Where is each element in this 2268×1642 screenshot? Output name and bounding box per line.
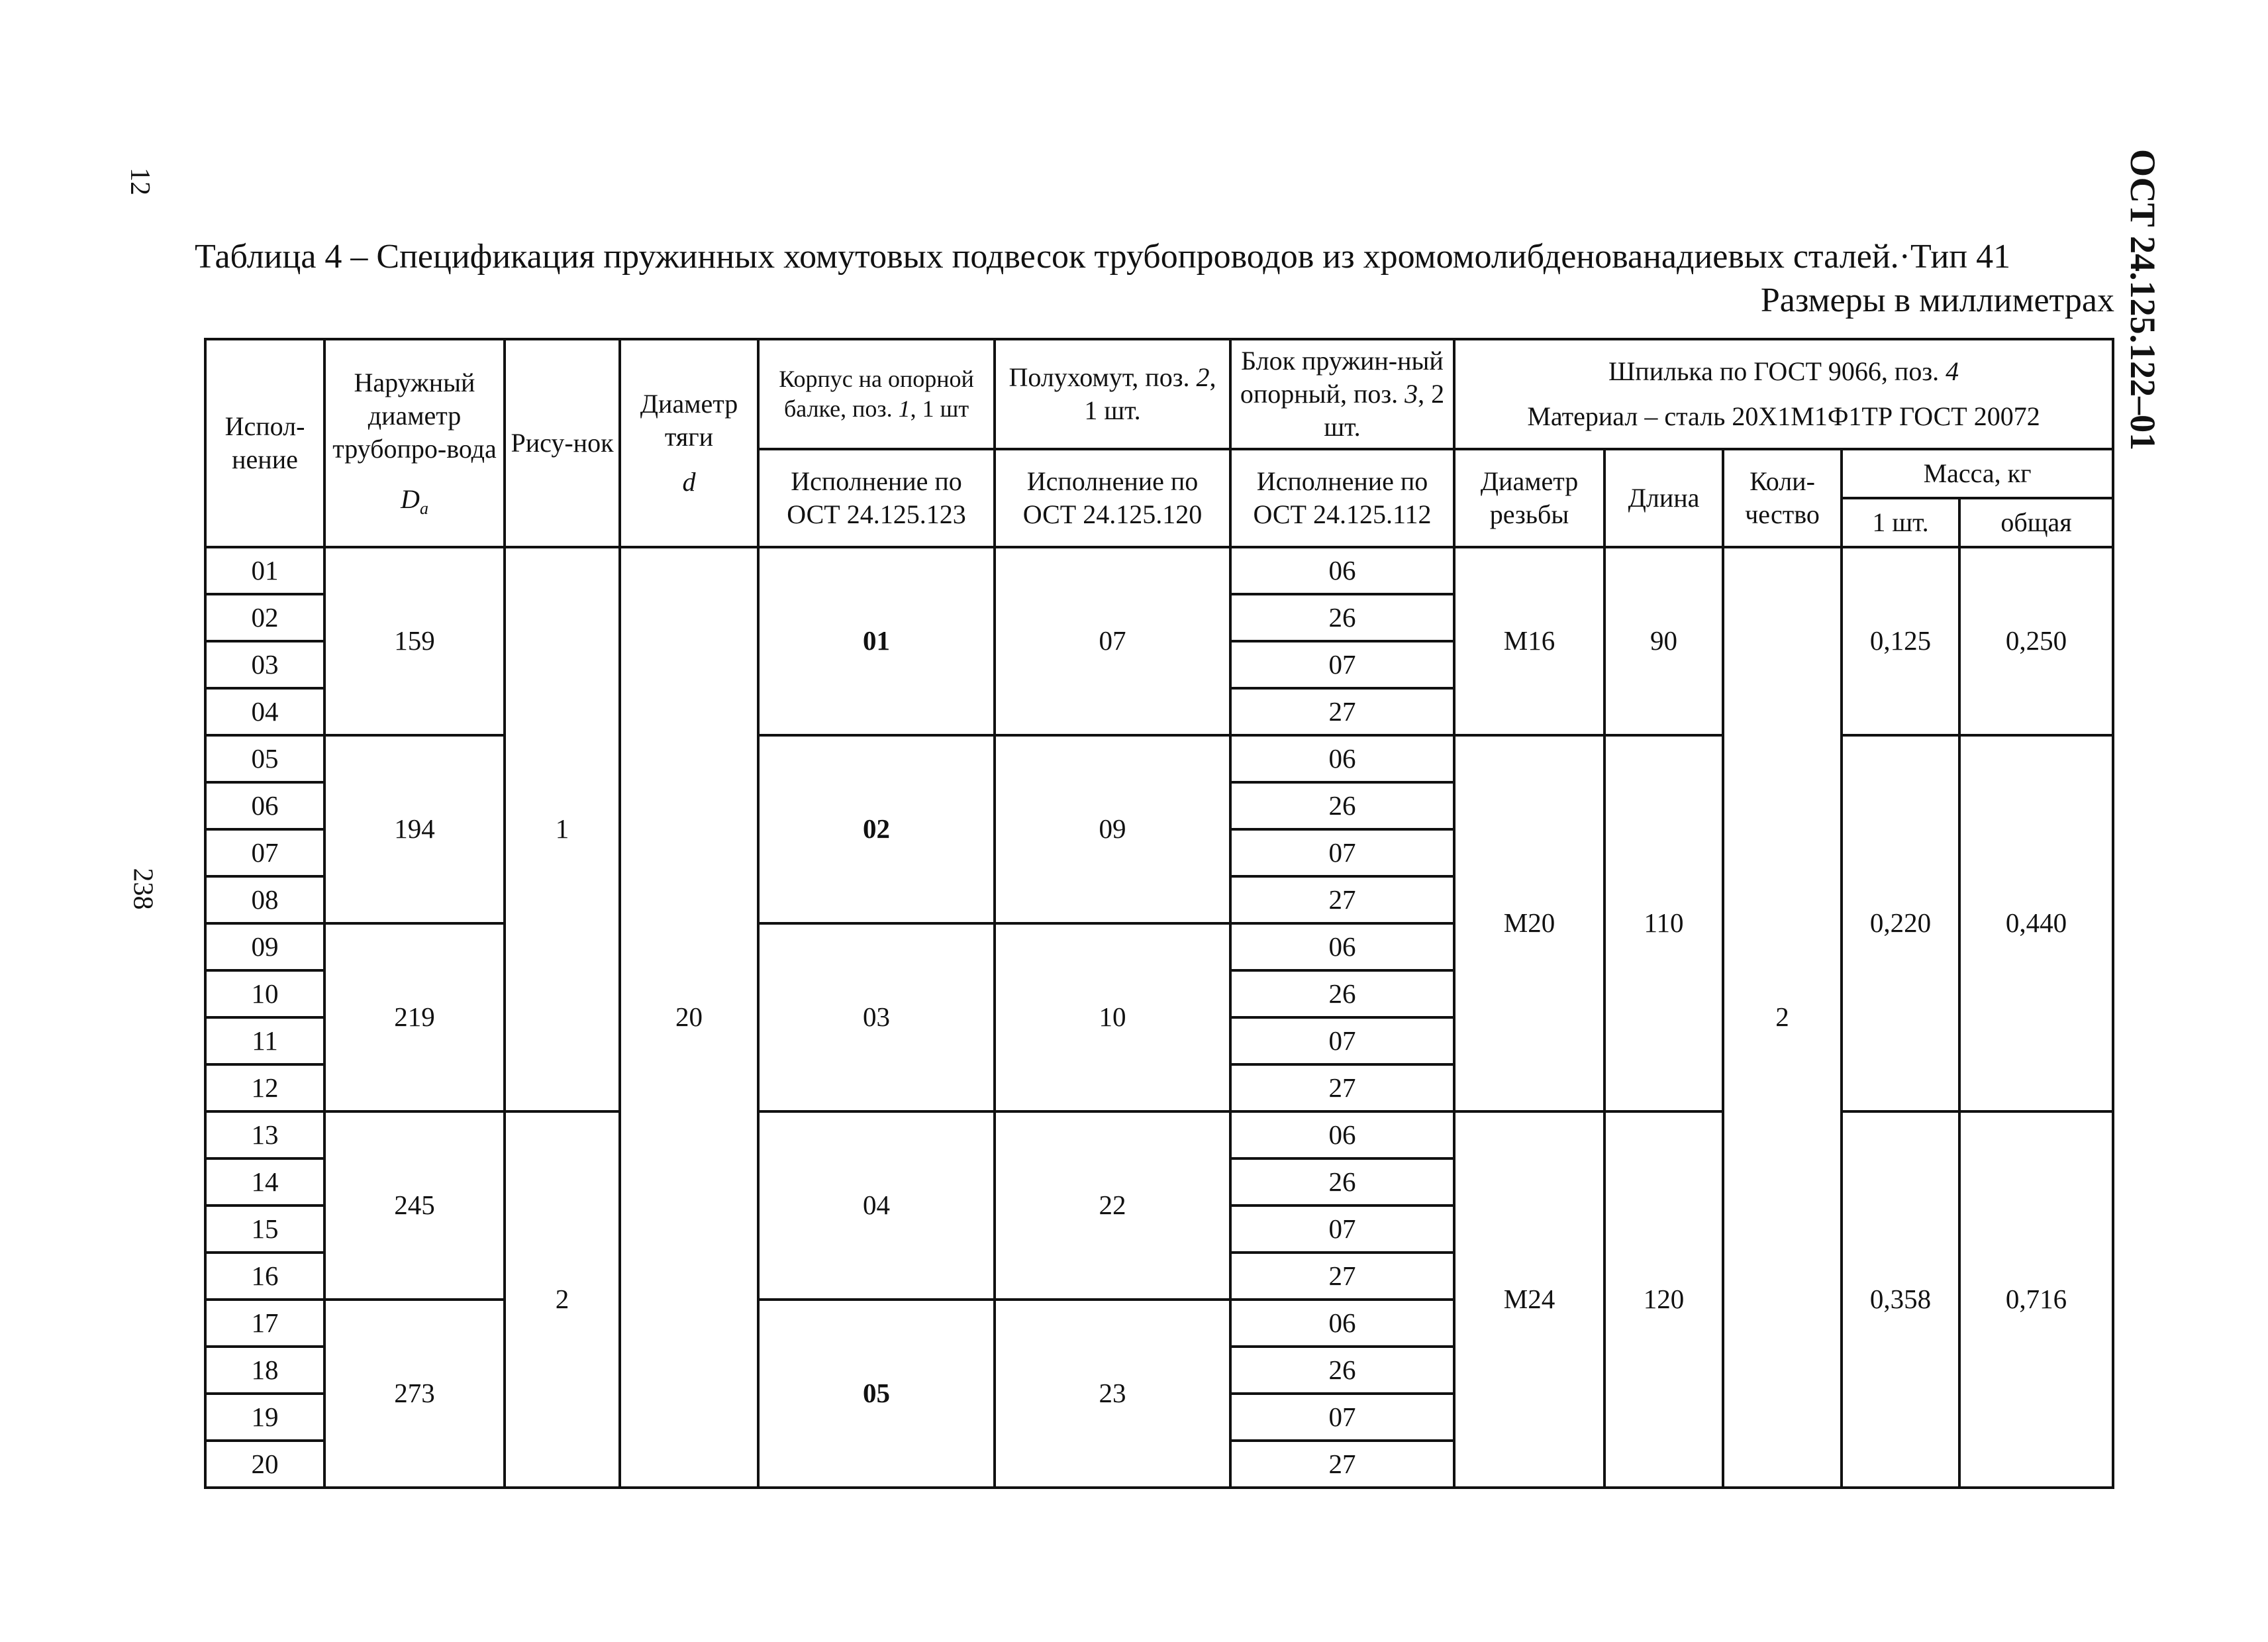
blok-cell: 26 <box>1230 782 1454 829</box>
thread-diameter-cell: M20 <box>1454 735 1604 1111</box>
specification-table <box>204 338 2114 1489</box>
korpus-cell: 04 <box>758 1111 995 1300</box>
blok-cell: 07 <box>1230 1394 1454 1441</box>
korpus-cell: 03 <box>758 923 995 1111</box>
outer-diameter-cell: 194 <box>324 735 505 923</box>
header-outer-diameter-label: Наружный диаметр трубопро-вода <box>332 368 497 464</box>
outer-diameter-cell: 245 <box>324 1111 505 1300</box>
ispolnenie-cell: 14 <box>205 1158 324 1206</box>
header-shpilka <box>1454 339 2113 449</box>
thread-diameter-cell: M24 <box>1454 1111 1604 1488</box>
ispolnenie-cell: 10 <box>205 970 324 1017</box>
korpus-cell: 01 <box>758 547 995 735</box>
ispolnenie-cell: 08 <box>205 876 324 923</box>
ispolnenie-cell: 07 <box>205 829 324 876</box>
header-korpus-ost: Исполнение по ОСТ 24.125.123 <box>758 449 995 547</box>
blok-cell: 06 <box>1230 1111 1454 1158</box>
polukhomut-cell: 07 <box>995 547 1230 735</box>
mass-one-cell: 0,220 <box>1842 735 1959 1111</box>
blok-cell: 26 <box>1230 1158 1454 1206</box>
polukhomut-cell: 09 <box>995 735 1230 923</box>
header-mass-one: 1 шт. <box>1842 498 1959 547</box>
header-shpilka-title: Шпилька по ГОСТ 9066, поз. 4 <box>1608 356 1959 386</box>
figure-cell: 2 <box>505 1111 620 1488</box>
ispolnenie-cell: 02 <box>205 594 324 641</box>
header-shpilka-material: Материал – сталь 20Х1М1Ф1ТР ГОСТ 20072 <box>1527 401 2040 431</box>
ispolnenie-cell: 04 <box>205 688 324 735</box>
korpus-cell: 02 <box>758 735 995 923</box>
figure-cell: 1 <box>505 547 620 1111</box>
header-polukhomut: Полухомут, поз. 2, 1 шт. <box>995 339 1230 449</box>
page-number-side: 238 <box>127 868 158 910</box>
ispolnenie-cell: 11 <box>205 1017 324 1064</box>
korpus-cell: 05 <box>758 1300 995 1488</box>
blok-cell: 06 <box>1230 547 1454 594</box>
blok-cell: 07 <box>1230 641 1454 688</box>
mass-total-cell: 0,716 <box>1959 1111 2113 1488</box>
header-rod-diameter-symbol: d <box>682 467 696 497</box>
mass-total-cell: 0,440 <box>1959 735 2113 1111</box>
rod-diameter-cell: 20 <box>620 547 758 1488</box>
blok-cell: 27 <box>1230 1064 1454 1111</box>
outer-diameter-cell: 219 <box>324 923 505 1111</box>
page-number-top: 12 <box>124 168 155 195</box>
outer-diameter-cell: 159 <box>324 547 505 735</box>
header-korpus: Корпус на опорной балке, поз. 1, 1 шт <box>758 339 995 449</box>
header-quantity: Коли-чество <box>1723 449 1842 547</box>
header-rod-diameter-label: Диаметр тяги <box>640 389 738 452</box>
ispolnenie-cell: 03 <box>205 641 324 688</box>
blok-cell: 27 <box>1230 688 1454 735</box>
blok-cell: 27 <box>1230 1441 1454 1488</box>
thread-diameter-cell: M16 <box>1454 547 1604 735</box>
blok-cell: 26 <box>1230 1347 1454 1394</box>
header-mass: Масса, кг <box>1842 449 2113 498</box>
polukhomut-cell: 10 <box>995 923 1230 1111</box>
blok-cell: 07 <box>1230 829 1454 876</box>
ispolnenie-cell: 09 <box>205 923 324 970</box>
ispolnenie-cell: 17 <box>205 1300 324 1347</box>
units-note: Размеры в миллиметрах <box>1760 282 2114 319</box>
header-outer-diameter <box>324 339 505 547</box>
blok-cell: 26 <box>1230 594 1454 641</box>
blok-cell: 07 <box>1230 1017 1454 1064</box>
blok-cell: 06 <box>1230 923 1454 970</box>
header-polukhomut-ost: Исполнение по ОСТ 24.125.120 <box>995 449 1230 547</box>
blok-cell: 06 <box>1230 1300 1454 1347</box>
blok-cell: 27 <box>1230 876 1454 923</box>
table-caption: Таблица 4 – Спецификация пружинных хомутовых подвесок трубопроводов из хромомолибденованадиевых сталей.·Тип 41 <box>195 238 2011 276</box>
header-figure: Рису-нок <box>505 339 620 547</box>
ispolnenie-cell: 01 <box>205 547 324 594</box>
header-mass-total: общая <box>1959 498 2113 547</box>
mass-one-cell: 0,125 <box>1842 547 1959 735</box>
header-ispolnenie: Испол-нение <box>205 339 324 547</box>
ispolnenie-cell: 19 <box>205 1394 324 1441</box>
ispolnenie-cell: 05 <box>205 735 324 782</box>
blok-cell: 26 <box>1230 970 1454 1017</box>
table-row <box>205 547 2113 594</box>
header-blok: Блок пружин-ный опорный, поз. 3, 2 шт. <box>1230 339 1454 449</box>
header-rod-diameter <box>620 339 758 547</box>
ispolnenie-cell: 12 <box>205 1064 324 1111</box>
ispolnenie-cell: 18 <box>205 1347 324 1394</box>
polukhomut-cell: 22 <box>995 1111 1230 1300</box>
length-cell: 110 <box>1604 735 1723 1111</box>
quantity-cell: 2 <box>1723 547 1842 1488</box>
ispolnenie-cell: 06 <box>205 782 324 829</box>
standard-designation: ОСТ 24.125.122–01 <box>2123 149 2163 451</box>
blok-cell: 06 <box>1230 735 1454 782</box>
ispolnenie-cell: 20 <box>205 1441 324 1488</box>
length-cell: 120 <box>1604 1111 1723 1488</box>
mass-total-cell: 0,250 <box>1959 547 2113 735</box>
header-outer-diameter-symbol: $D_a$ <box>401 484 428 519</box>
blok-cell: 27 <box>1230 1253 1454 1300</box>
ispolnenie-cell: 13 <box>205 1111 324 1158</box>
header-blok-ost: Исполнение по ОСТ 24.125.112 <box>1230 449 1454 547</box>
blok-cell: 07 <box>1230 1206 1454 1253</box>
polukhomut-cell: 23 <box>995 1300 1230 1488</box>
ispolnenie-cell: 16 <box>205 1253 324 1300</box>
header-length: Длина <box>1604 449 1723 547</box>
outer-diameter-cell: 273 <box>324 1300 505 1488</box>
ispolnenie-cell: 15 <box>205 1206 324 1253</box>
header-thread-diameter: Диаметр резьбы <box>1454 449 1604 547</box>
mass-one-cell: 0,358 <box>1842 1111 1959 1488</box>
length-cell: 90 <box>1604 547 1723 735</box>
